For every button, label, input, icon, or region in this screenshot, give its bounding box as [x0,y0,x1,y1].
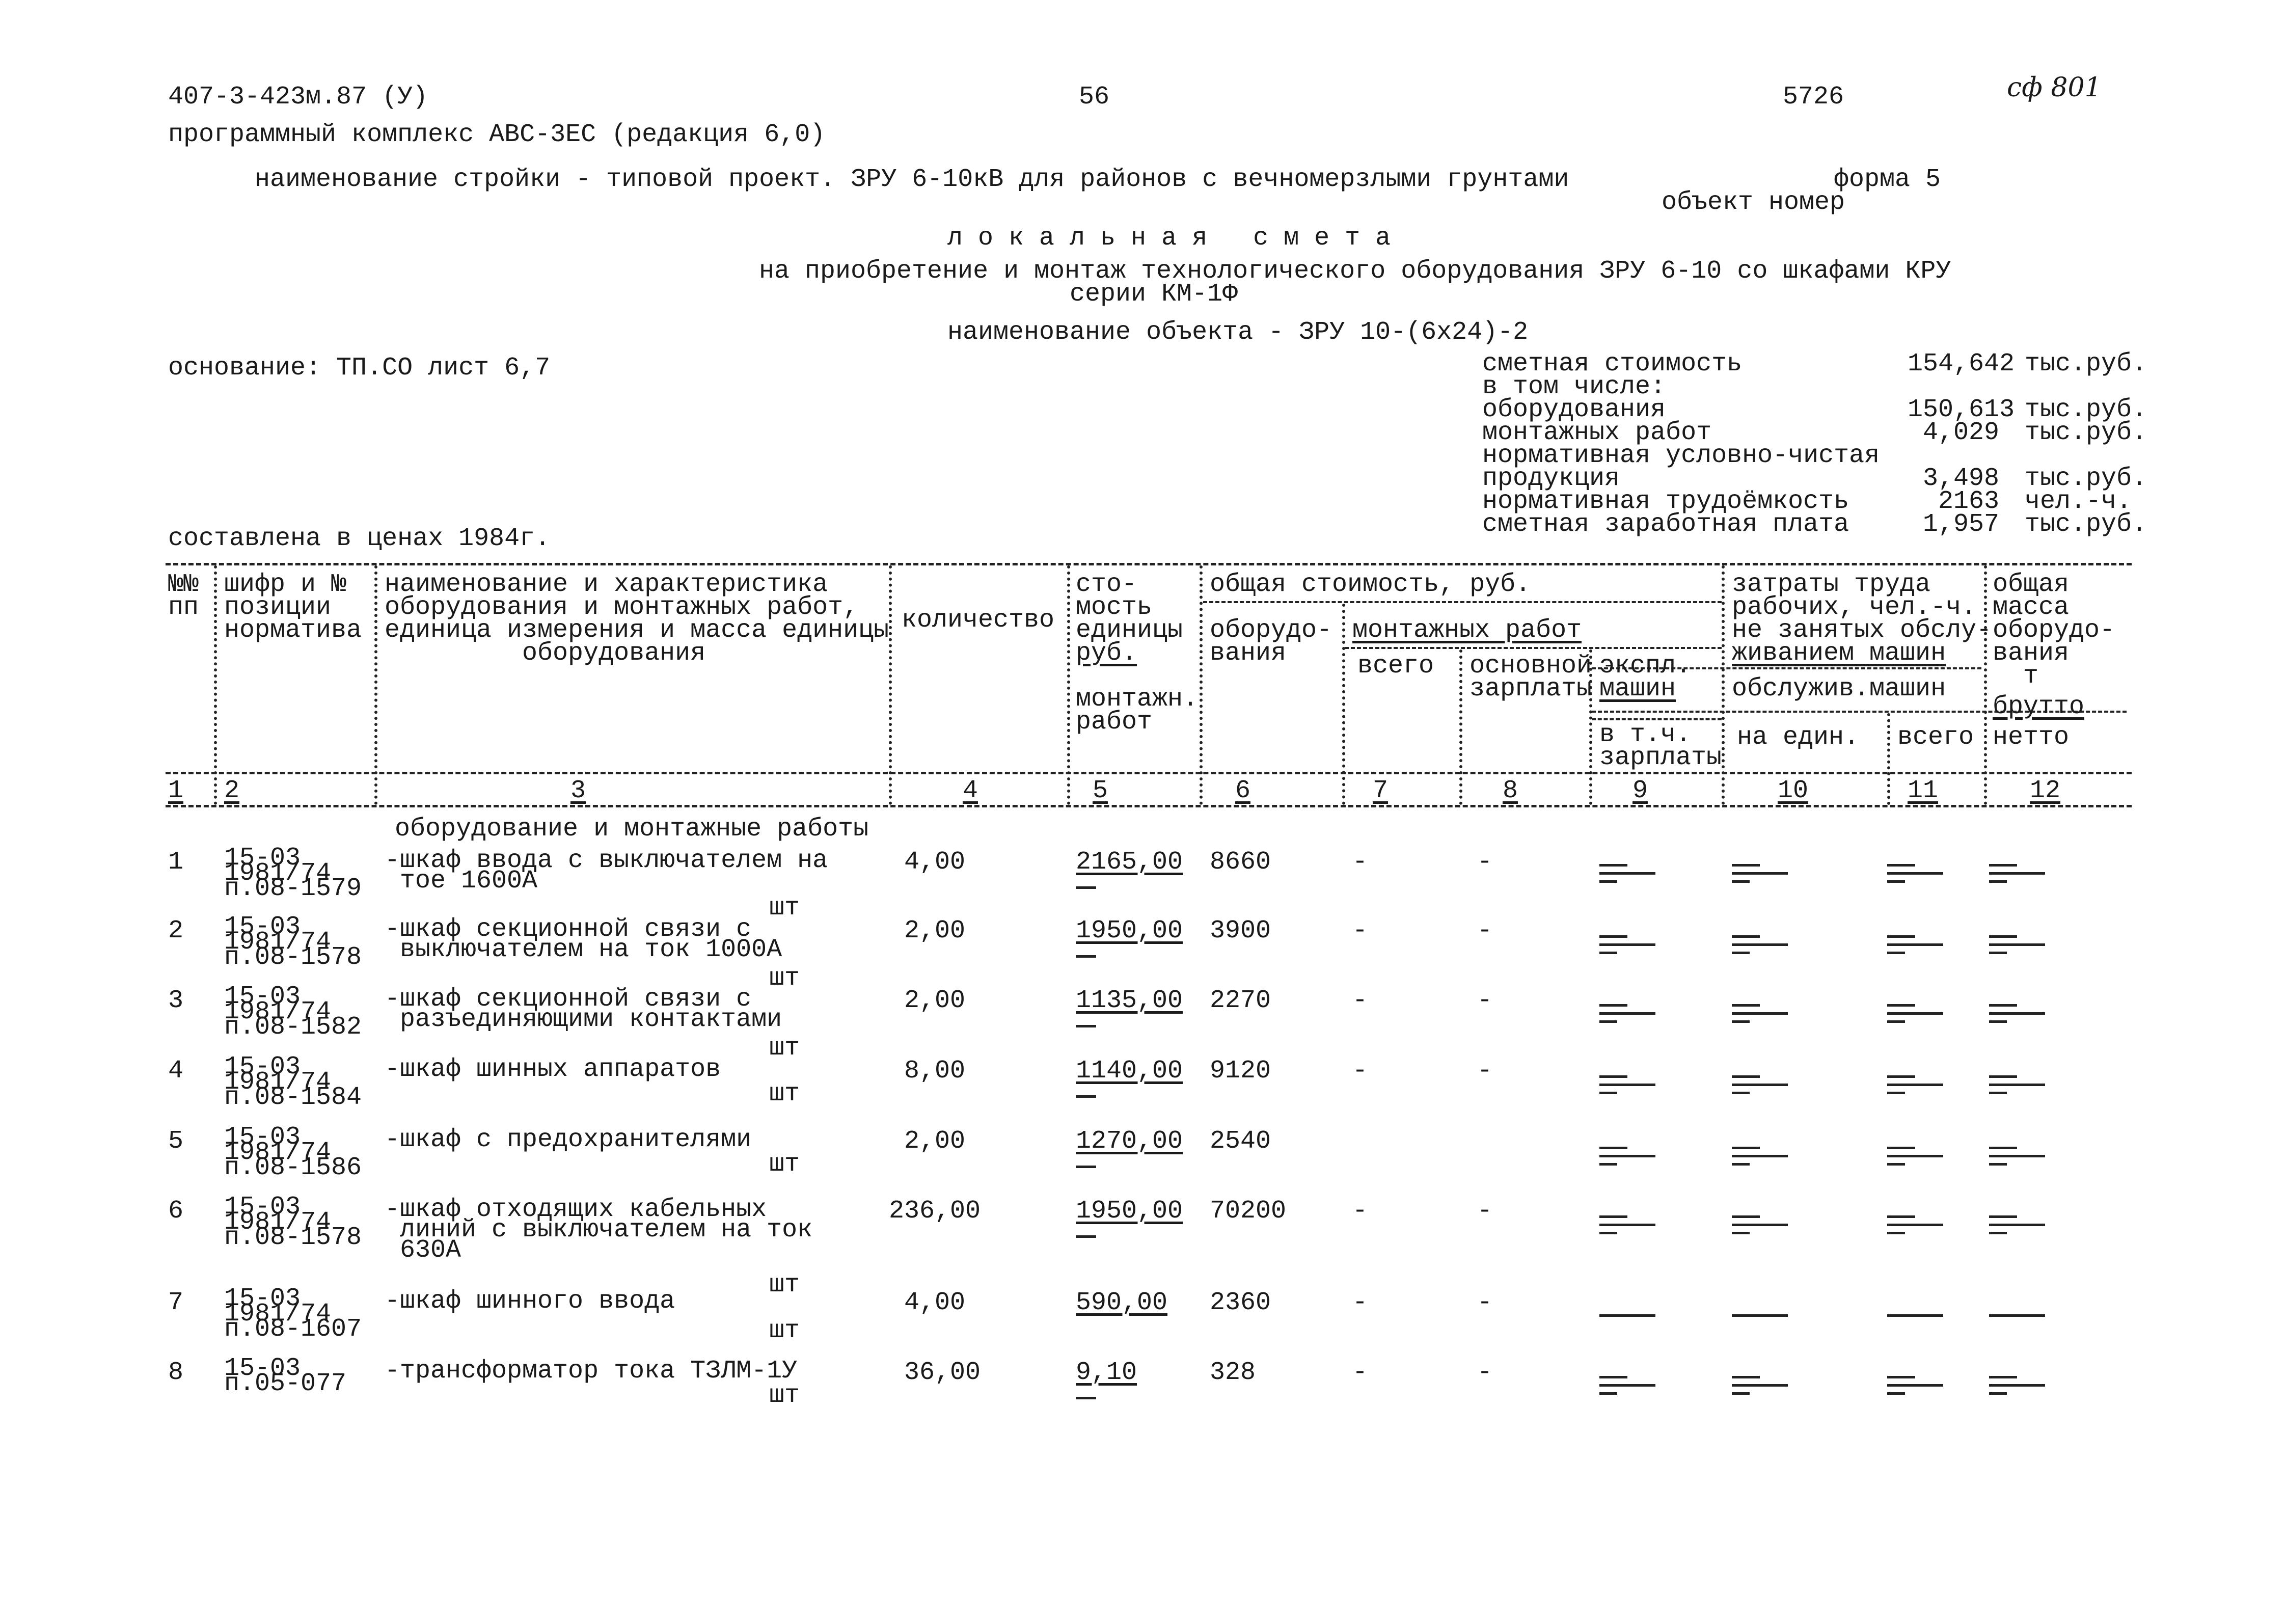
row-unit-price: 2165,00 [1076,848,1183,877]
row-quantity: 2,00 [904,916,966,945]
dash-mark [1887,1072,1943,1090]
row-total: 2270 [1210,986,1271,1015]
column-number: 2 [224,776,240,805]
summary-value: 1,957 [1923,510,2000,539]
col-header-total-group: общая стоимость, руб. [1210,570,1531,599]
column-number: 5 [1093,776,1108,805]
row-total: 2360 [1210,1288,1271,1317]
dash-mark [1076,1025,1096,1027]
row-install-total: - [1352,1288,1368,1317]
dash-mark [1989,1314,2045,1317]
row-install-total: - [1352,1057,1368,1086]
doc-code: 407-3-423м.87 (У) [168,83,428,112]
col-rule [1722,565,1725,805]
dash-mark [1599,1373,1655,1390]
row-base-salary: - [1477,986,1493,1015]
dash-mark [1599,1144,1655,1161]
dash-mark [1989,1212,2045,1230]
row-name: -шкаф секционной связи с разъединяющими контактами [385,985,782,1034]
dash-mark [1076,955,1096,958]
dash-mark [1989,1001,2045,1018]
column-number: 7 [1373,776,1389,805]
summary-label: продукция [1482,464,1620,493]
table-header-rule [166,772,2132,774]
summary-unit: тыс.руб. [2025,464,2147,493]
dash-mark [1887,1212,1943,1230]
col-header-labor-group-2: живанием машин [1732,639,1946,668]
column-number: 3 [570,776,586,805]
row-quantity: 8,00 [904,1057,966,1086]
row-code: 15-03 1981/74 п.08-1586 [224,1123,362,1182]
column-number: 12 [2030,776,2061,805]
row-code: 15-03 1981/74 п.08-1582 [224,982,362,1042]
col-rule [889,565,892,805]
col-header-machines-label: машин [1599,674,1676,703]
col-rule [1887,713,1890,805]
row-install-total: - [1352,1358,1368,1387]
column-number: 9 [1632,776,1648,805]
prices-note: составлена в ценах 1984г. [168,524,551,553]
column-number: 1 [168,776,184,805]
summary-value: 154,642 [1908,349,2015,378]
dash-mark [1989,861,2045,878]
dash-mark [1989,1072,2045,1090]
col-header-install-group: монтажных работ [1352,616,1582,645]
row-unit: шт [769,1316,800,1345]
row-quantity: 2,00 [904,986,966,1015]
row-unit-price: 1270,00 [1076,1127,1183,1156]
page-number: 56 [1079,83,1110,112]
col-header-install-total: всего [1357,652,1434,681]
col-header-mass: общая масса оборудо- вания т [1993,570,2115,691]
sheet-code: 5726 [1783,83,1844,112]
row-code: 15-03 п.05-077 [224,1354,347,1398]
col-header-labor-group-3: обслужив.машин [1732,674,1946,703]
col-header-unit-cost-rub: руб. [1076,639,1137,668]
summary-unit: чел.-ч. [2025,487,2132,516]
row-base-salary: - [1477,916,1493,945]
col-header-labor-per-unit: на един. [1737,723,1860,752]
dash-mark [1989,932,2045,950]
row-quantity: 4,00 [904,848,966,877]
dash-mark [1599,932,1655,950]
row-unit-price: 1950,00 [1076,916,1183,945]
summary-unit: тыс.руб. [2025,395,2147,424]
row-install-total: - [1352,848,1368,877]
dash-mark [1732,1072,1788,1090]
summary-value: 4,029 [1923,418,2000,447]
col-header-number: №№ пп [168,570,199,622]
col-header-labor-total: всего [1897,723,1974,752]
summary-unit: тыс.руб. [2025,349,2147,378]
dash-mark [1887,932,1943,950]
row-quantity: 2,00 [904,1127,966,1156]
dash-mark [1076,1166,1096,1168]
row-quantity: 4,00 [904,1288,966,1317]
dash-mark [1732,1144,1788,1161]
col-rule [374,565,377,805]
col-rule [1342,604,1345,805]
summary-value: 2163 [1938,487,2000,516]
row-total: 9120 [1210,1057,1271,1086]
row-name: -шкаф отходящих кабельных линий с выключателем на ток 630А [385,1195,813,1265]
dash-mark [1732,861,1788,878]
row-install-total: - [1352,986,1368,1015]
col-rule [1200,565,1203,805]
row-number: 4 [168,1057,184,1086]
row-unit: шт [769,1079,800,1108]
summary-value: 150,613 [1908,395,2015,424]
row-unit-price: 1140,00 [1076,1057,1183,1086]
col-header-mass-net: нетто [1993,723,2070,752]
dash-mark [1599,1072,1655,1090]
row-name: -трансформатор тока ТЗЛМ-1У [385,1357,798,1386]
row-number: 8 [168,1358,184,1387]
row-unit-price: 1950,00 [1076,1197,1183,1226]
construction-name: наименование стройки - типовой проект. ЗРУ 6-10кВ для районов с вечномерзлыми грунтами [255,165,1569,194]
row-number: 7 [168,1288,184,1317]
summary-label: в том числе: [1482,372,1666,401]
col-rule [1459,649,1462,805]
col-header-machines-salary: в т.ч. зарплаты [1599,720,1722,772]
row-number: 1 [168,848,184,877]
row-install-total: - [1352,916,1368,945]
section-title: оборудование и монтажные работы [395,815,869,844]
row-unit-price: 9,10 [1076,1358,1137,1387]
row-number: 2 [168,916,184,945]
summary-label: сметная заработная плата [1482,510,1849,539]
row-base-salary: - [1477,1288,1493,1317]
row-code: 15-03 1981/74 п.08-1584 [224,1052,362,1112]
dash-mark [1732,932,1788,950]
dash-mark [1732,1373,1788,1390]
row-unit: шт [769,964,800,993]
dash-mark [1887,1001,1943,1018]
row-name: -шкаф шинных аппаратов [385,1055,721,1084]
row-unit: шт [769,1270,800,1300]
col-header-quantity: количество [902,606,1055,635]
summary-label: оборудования [1482,395,1666,424]
row-code: 15-03 1981/74 п.08-1607 [224,1284,362,1344]
column-number: 6 [1235,776,1251,805]
dash-mark [1732,1314,1788,1317]
col-header-mass-gross: брутто [1993,692,2085,721]
summary-unit: тыс.руб. [2025,418,2147,447]
row-number: 5 [168,1127,184,1156]
row-unit: шт [769,1150,800,1179]
summary-label: монтажных работ [1482,418,1712,447]
row-total: 8660 [1210,848,1271,877]
dash-mark [1599,1001,1655,1018]
dash-mark [1887,1144,1943,1161]
col-header-name: наименование и характеристика оборудования и монтажных работ, единица измерения и масса единицы оборудования [385,570,889,668]
group-rule [1345,647,1722,649]
object-name: наименование объекта - ЗРУ 10-(6х24)-2 [947,318,1529,347]
row-total: 3900 [1210,916,1271,945]
row-unit-price: 1135,00 [1076,986,1183,1015]
dash-mark [1076,1397,1096,1399]
dash-mark [1599,861,1655,878]
col-header-unit-cost-install: монтажн. работ [1076,685,1199,737]
col-header-equipment: оборудо- вания [1210,616,1332,668]
col-header-unit-cost: сто- мость единицы [1076,570,1183,645]
dash-mark [1732,1212,1788,1230]
summary-unit: тыс.руб. [2025,510,2147,539]
col-rule [1067,565,1070,805]
row-total: 2540 [1210,1127,1271,1156]
basis: основание: ТП.СО лист 6,7 [168,354,551,383]
dash-mark [1989,1373,2045,1390]
row-number: 3 [168,986,184,1015]
col-rule [214,565,217,805]
dash-mark [1599,1314,1655,1317]
dash-mark [1076,886,1096,889]
handwritten-mark: сф 801 [2007,72,2102,103]
dash-mark [1887,861,1943,878]
table-numbers-rule [166,805,2132,807]
row-quantity: 236,00 [889,1197,981,1226]
row-install-total: - [1352,1197,1368,1226]
dash-mark [1599,1212,1655,1230]
row-unit: шт [769,1381,800,1410]
row-base-salary: - [1477,1358,1493,1387]
document-title: л о к а л ь н а я с м е т а [947,224,1391,253]
dash-mark [1076,1095,1096,1098]
col-header-labor-group: затраты труда рабочих, чел.-ч. не занятых обслу- [1732,570,1992,645]
dash-mark [1989,1144,2045,1161]
col-header-base-salary: основной зарплаты [1469,652,1592,703]
dash-mark [1887,1314,1943,1317]
form-label: форма 5 [1834,165,1941,194]
row-unit: шт [769,1034,800,1063]
row-code: 15-03 1981/74 п.08-1578 [224,912,362,972]
row-unit-price: 590,00 [1076,1288,1168,1317]
column-number: 4 [963,776,978,805]
summary-label: нормативная трудоёмкость [1482,487,1849,516]
subtitle-line2: серии КМ-1Ф [1070,280,1238,309]
row-total: 70200 [1210,1197,1287,1226]
row-name: -шкаф шинного ввода [385,1287,675,1316]
row-base-salary: - [1477,848,1493,877]
row-code: 15-03 1981/74 п.08-1579 [224,844,362,903]
row-unit: шт [769,894,800,923]
subtitle-line1: на приобретение и монтаж технологического оборудования ЗРУ 6-10 со шкафами КРУ [759,257,1951,286]
summary-label: нормативная условно-чистая [1482,441,1880,470]
object-number-label: объект номер [1662,188,1845,217]
group-rule [1203,601,1722,603]
summary-label: сметная стоимость [1482,349,1743,378]
dash-mark [1732,1001,1788,1018]
col-header-code: шифр и № позиции норматива [224,570,362,645]
row-quantity: 36,00 [904,1358,981,1387]
dash-mark [1887,1373,1943,1390]
summary-value: 3,498 [1923,464,2000,493]
row-base-salary: - [1477,1197,1493,1226]
row-number: 6 [168,1197,184,1226]
row-name: -шкаф ввода с выключателем на тое 1600А [385,846,828,896]
col-header-machines: экспл. [1599,652,1692,681]
software-name: программный комплекс АВС-3ЕС (редакция 6,0) [168,120,826,149]
row-base-salary: - [1477,1057,1493,1086]
column-number: 11 [1908,776,1939,805]
table-top-rule [166,563,2132,565]
dash-mark [1076,1235,1096,1238]
column-number: 8 [1503,776,1518,805]
row-name: -шкаф с предохранителями [385,1125,752,1154]
row-name: -шкаф секционной связи с выключателем на ток 1000А [385,915,782,964]
row-total: 328 [1210,1358,1256,1387]
row-code: 15-03 1981/74 п.08-1578 [224,1193,362,1252]
column-number: 10 [1778,776,1809,805]
